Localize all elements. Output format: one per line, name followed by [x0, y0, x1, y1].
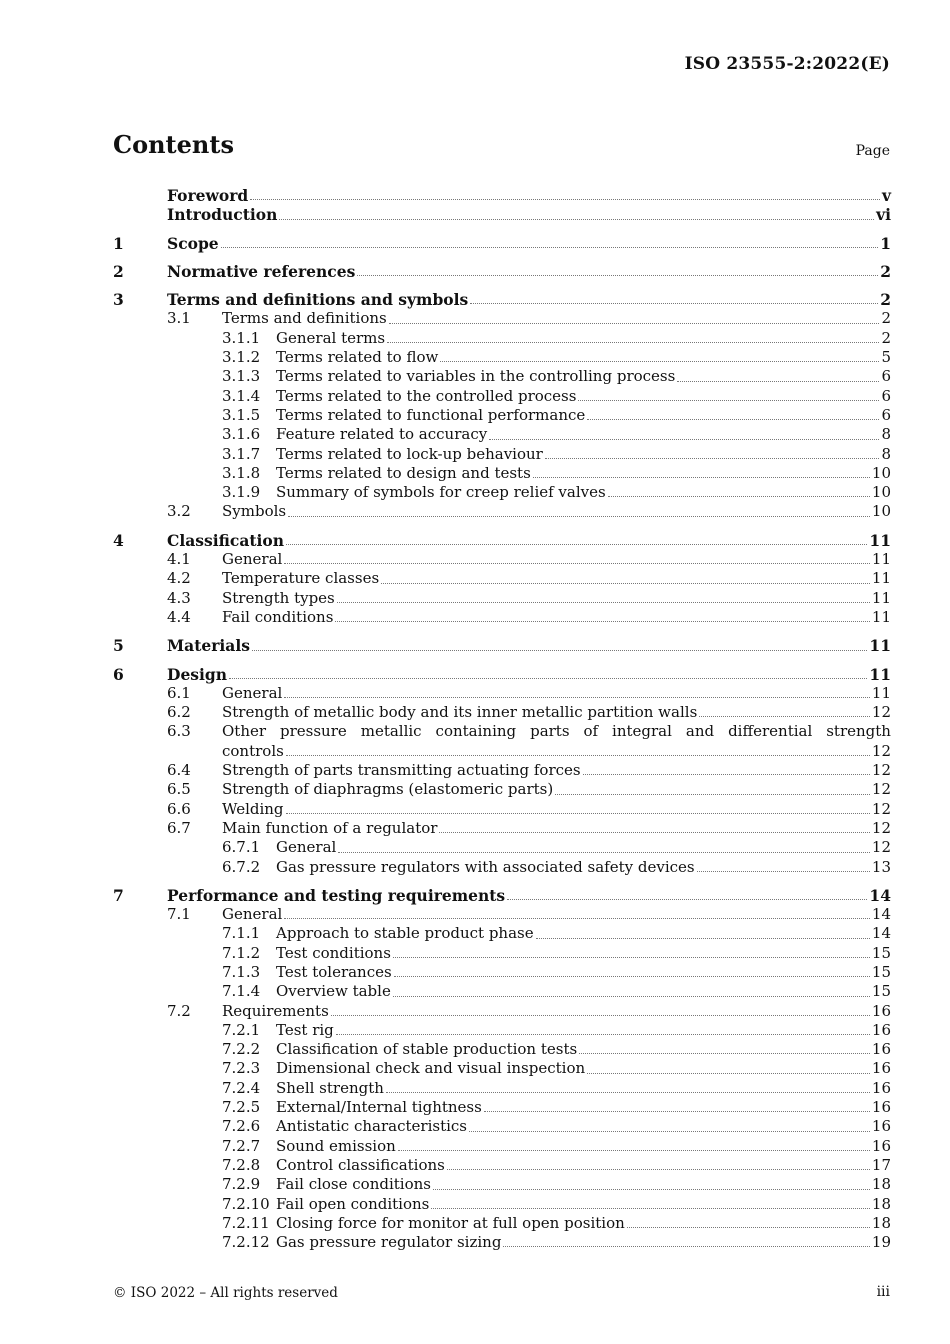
toc-entry[interactable] — [113, 800, 891, 819]
toc-entry-title: Terms related to flow — [276, 348, 439, 367]
toc-entry-page: 12 — [871, 741, 891, 760]
toc-entry[interactable] — [113, 367, 891, 386]
toc-entry[interactable] — [113, 1214, 891, 1233]
toc-entry-number: 7 — [113, 885, 124, 905]
toc-entry-page: 6 — [881, 386, 891, 405]
toc-entry-title: Summary of symbols for creep relief valves — [276, 483, 606, 502]
toc-entry-title-continued: controls — [222, 741, 284, 760]
toc-entry-title: Other pressure metallic containing parts of integral and differential strength — [222, 722, 891, 741]
toc-entry-title: Closing force for monitor at full open position — [276, 1213, 625, 1232]
toc-entry-title: Introduction — [167, 205, 278, 225]
dot-leader — [536, 937, 870, 939]
toc-entry-title: Symbols — [222, 502, 287, 521]
toc-entry-title: Strength types — [222, 588, 335, 607]
toc-entry-number: 6.6 — [167, 799, 191, 818]
toc-entry[interactable] — [113, 636, 891, 655]
dot-leader — [331, 1014, 870, 1016]
toc-entry-page: 16 — [871, 1136, 891, 1155]
toc-entry[interactable] — [113, 924, 891, 943]
toc-entry-number: 3.1.2 — [222, 348, 261, 367]
toc-entry-title: Sound emission — [276, 1136, 396, 1155]
toc-entry-number: 4.2 — [167, 569, 191, 588]
dot-leader — [288, 515, 870, 517]
toc-entry-page: 12 — [871, 818, 891, 837]
toc-entry-number: 3.1.4 — [222, 386, 261, 405]
dot-leader — [357, 274, 878, 276]
toc-entry-title: Main function of a regulator — [222, 818, 438, 837]
toc-entry-number: 7.2.9 — [222, 1175, 261, 1194]
toc-entry-title: General — [222, 905, 283, 924]
toc-entry-title: Strength of metallic body and its inner metallic partition walls — [222, 703, 698, 722]
toc-entry[interactable] — [113, 905, 891, 924]
toc-entry-title: Test tolerances — [276, 962, 392, 981]
toc-entry-number: 6.3 — [167, 722, 191, 741]
toc-entry-number: 3.1 — [167, 309, 191, 328]
toc-entry-number: 7.2.6 — [222, 1117, 261, 1136]
dot-leader — [433, 1188, 870, 1190]
toc-entry[interactable] — [113, 387, 891, 406]
toc-entry-title: Feature related to accuracy — [276, 425, 488, 444]
toc-entry[interactable] — [113, 1156, 891, 1175]
toc-entry[interactable] — [113, 309, 891, 328]
toc-entry-number: 7.2.1 — [222, 1020, 261, 1039]
toc-entry-title: Terms related to variables in the controlling process — [276, 367, 676, 386]
toc-entry-number: 6.4 — [167, 761, 191, 780]
toc-entry-page: 14 — [871, 924, 891, 943]
toc-entry-page: 12 — [871, 780, 891, 799]
dot-leader — [337, 601, 870, 603]
toc-entry-title: Terms related to functional performance — [276, 405, 586, 424]
toc-entry-title: Design — [167, 664, 228, 684]
toc-entry-page: 18 — [871, 1175, 891, 1194]
dot-leader — [489, 438, 879, 440]
toc-entry-page: 5 — [881, 348, 891, 367]
page-number: iii — [876, 1284, 890, 1300]
standard-id: ISO 23555-2:2022(E) — [684, 54, 890, 74]
toc-entry-title: Classification — [167, 530, 285, 550]
dot-leader — [336, 1033, 870, 1035]
toc-entry[interactable] — [113, 1040, 891, 1059]
toc-entry[interactable] — [113, 761, 891, 780]
toc-entry[interactable] — [113, 780, 891, 799]
toc-entry-title: Terms related to the controlled process — [276, 386, 577, 405]
toc-entry[interactable] — [113, 858, 891, 877]
toc-entry[interactable] — [113, 1117, 891, 1136]
dot-leader — [284, 562, 870, 564]
copyright-notice: © ISO 2022 – All rights reserved — [113, 1285, 338, 1301]
toc-entry-page: 11 — [871, 588, 891, 607]
toc-entry-number: 4.3 — [167, 588, 191, 607]
toc-entry-page: 16 — [871, 1001, 891, 1020]
toc-entry[interactable] — [113, 1021, 891, 1040]
toc-entry[interactable] — [113, 531, 891, 550]
toc-entry-title: Terms and definitions and symbols — [167, 290, 469, 310]
dot-leader — [284, 696, 870, 698]
toc-entry-page: 12 — [871, 838, 891, 857]
toc-entry-page: vi — [876, 205, 891, 225]
toc-entry-title: Foreword — [167, 186, 249, 205]
toc-entry-number: 7.2 — [167, 1001, 191, 1020]
page-title: Contents — [113, 130, 234, 159]
toc-entry[interactable] — [113, 348, 891, 367]
toc-entry-title: Scope — [167, 233, 219, 253]
dot-leader — [250, 198, 880, 200]
toc-entry-number: 3.1.9 — [222, 483, 261, 502]
toc-entry-page: 11 — [871, 607, 891, 626]
dot-leader — [389, 322, 880, 324]
toc-entry-page: 10 — [871, 502, 891, 521]
toc-entry[interactable] — [113, 262, 891, 281]
toc-entry-title: Gas pressure regulators with associated safety devices — [276, 857, 695, 876]
toc-entry[interactable] — [113, 425, 891, 444]
dot-leader — [699, 715, 870, 717]
toc-entry-title: Control classifications — [276, 1155, 445, 1174]
toc-entry-number: 3.1.3 — [222, 367, 261, 386]
toc-entry[interactable] — [113, 886, 891, 905]
toc-entry-page: 10 — [871, 463, 891, 482]
dot-leader — [587, 418, 879, 420]
toc-entry-number: 3.1.8 — [222, 463, 261, 482]
dot-leader — [286, 754, 870, 756]
toc-entry-title: Fail open conditions — [276, 1194, 430, 1213]
toc-entry-title: Dimensional check and visual inspection — [276, 1059, 586, 1078]
toc-entry-number: 6.7.1 — [222, 838, 261, 857]
table-of-contents — [113, 186, 891, 1252]
toc-entry-page: 8 — [881, 444, 891, 463]
dot-leader — [440, 360, 879, 362]
dot-leader — [386, 1091, 870, 1093]
dot-leader — [608, 495, 870, 497]
toc-entry-page: 11 — [869, 530, 891, 550]
dot-leader — [697, 870, 870, 872]
toc-entry-page: 8 — [881, 425, 891, 444]
toc-entry-page: 12 — [871, 761, 891, 780]
dot-leader — [469, 1130, 870, 1132]
toc-entry[interactable] — [113, 290, 891, 309]
dot-leader — [381, 582, 870, 584]
toc-entry[interactable] — [113, 205, 891, 224]
toc-entry-number: 7.1 — [167, 905, 191, 924]
toc-entry[interactable] — [113, 608, 891, 627]
toc-entry-number: 4.4 — [167, 607, 191, 626]
toc-entry-number: 7.2.5 — [222, 1098, 261, 1117]
toc-entry-title: Antistatic characteristics — [276, 1117, 467, 1136]
dot-leader — [393, 995, 870, 997]
toc-entry-number: 7.2.8 — [222, 1155, 261, 1174]
toc-entry[interactable] — [113, 963, 891, 982]
toc-entry-page: 14 — [871, 905, 891, 924]
toc-entry[interactable] — [113, 550, 891, 569]
toc-entry[interactable] — [113, 1059, 891, 1078]
toc-entry-page: 15 — [871, 962, 891, 981]
toc-entry-number: 3.1.6 — [222, 425, 261, 444]
toc-entry-number: 6.7 — [167, 818, 191, 837]
toc-entry-page: 2 — [880, 261, 891, 281]
toc-entry-number: 6.2 — [167, 703, 191, 722]
toc-entry-number: 4.1 — [167, 550, 191, 569]
dot-leader — [431, 1207, 870, 1209]
dot-leader — [484, 1110, 870, 1112]
toc-entry-page: 11 — [869, 636, 891, 656]
toc-entry[interactable] — [113, 464, 891, 483]
toc-entry-page: 12 — [871, 703, 891, 722]
toc-entry-page: 18 — [871, 1213, 891, 1232]
dot-leader — [387, 341, 879, 343]
toc-entry[interactable] — [113, 982, 891, 1001]
toc-entry-title: External/Internal tightness — [276, 1098, 482, 1117]
toc-entry-title: Performance and testing requirements — [167, 885, 506, 905]
toc-entry[interactable] — [113, 186, 891, 205]
toc-entry-page: 16 — [871, 1117, 891, 1136]
toc-entry[interactable] — [113, 1137, 891, 1156]
toc-entry-page: 16 — [871, 1098, 891, 1117]
toc-entry[interactable] — [113, 483, 891, 502]
toc-entry-page: 16 — [871, 1059, 891, 1078]
dot-leader — [398, 1149, 870, 1151]
toc-entry-title: Terms and definitions — [222, 309, 387, 328]
dot-leader — [394, 975, 870, 977]
toc-entry-title: Temperature classes — [222, 569, 380, 588]
toc-entry-page: 16 — [871, 1020, 891, 1039]
dot-leader — [579, 1052, 870, 1054]
toc-entry-number: 6 — [113, 664, 124, 684]
toc-entry[interactable] — [113, 1002, 891, 1021]
toc-entry-number: 3 — [113, 290, 124, 310]
toc-entry[interactable] — [113, 1195, 891, 1214]
toc-entry-page: 15 — [871, 982, 891, 1001]
toc-entry-title: General — [222, 550, 283, 569]
toc-entry-page: 6 — [881, 405, 891, 424]
toc-entry-number: 7.2.12 — [222, 1233, 270, 1252]
toc-entry[interactable] — [113, 1079, 891, 1098]
toc-entry-page: 15 — [871, 943, 891, 962]
dot-leader — [279, 218, 874, 220]
toc-entry-page: 2 — [881, 309, 891, 328]
toc-entry-number: 5 — [113, 636, 124, 656]
toc-entry-page: 11 — [871, 569, 891, 588]
dot-leader — [578, 399, 879, 401]
toc-entry-page: 13 — [871, 857, 891, 876]
toc-entry-title: Overview table — [276, 982, 391, 1001]
toc-entry-number: 7.2.4 — [222, 1078, 261, 1097]
toc-entry-title: Approach to stable product phase — [276, 924, 534, 943]
toc-entry-number: 3.2 — [167, 502, 191, 521]
dot-leader — [545, 457, 880, 459]
toc-entry-page: 12 — [871, 799, 891, 818]
toc-entry[interactable] — [113, 819, 891, 838]
toc-entry-page: 11 — [871, 550, 891, 569]
toc-entry-page: v — [881, 186, 891, 205]
toc-entry-title: Materials — [167, 636, 250, 656]
toc-entry-page: 11 — [871, 683, 891, 702]
toc-entry-number: 2 — [113, 261, 124, 281]
toc-entry-page: 10 — [871, 483, 891, 502]
dot-leader — [284, 917, 870, 919]
toc-entry-title: Fail close conditions — [276, 1175, 431, 1194]
dot-leader — [587, 1072, 870, 1074]
dot-leader — [470, 302, 878, 304]
toc-entry[interactable] — [113, 406, 891, 425]
toc-entry-number: 7.1.2 — [222, 943, 261, 962]
toc-entry-title: Terms related to lock-up behaviour — [276, 444, 543, 463]
toc-entry[interactable] — [113, 502, 891, 521]
toc-entry-title: Strength of diaphragms (elastomeric parts) — [222, 780, 554, 799]
toc-entry[interactable] — [113, 665, 891, 684]
toc-entry-title: General — [276, 838, 337, 857]
toc-entry-title: Welding — [222, 799, 284, 818]
toc-entry-number: 7.2.3 — [222, 1059, 261, 1078]
toc-entry[interactable] — [113, 838, 891, 857]
toc-entry[interactable] — [113, 569, 891, 588]
dot-leader — [555, 793, 870, 795]
dot-leader — [221, 246, 879, 248]
dot-leader — [335, 620, 870, 622]
toc-entry-number: 1 — [113, 233, 124, 253]
toc-entry[interactable] — [113, 1233, 891, 1252]
toc-entry-title: Classification of stable production tests — [276, 1040, 578, 1059]
toc-entry[interactable] — [113, 589, 891, 608]
dot-leader — [229, 677, 867, 679]
toc-entry-title: Test conditions — [276, 943, 391, 962]
toc-entry-title: Terms related to design and tests — [276, 463, 531, 482]
toc-entry-number: 6.7.2 — [222, 857, 261, 876]
dot-leader — [338, 851, 870, 853]
toc-entry-title: Fail conditions — [222, 607, 334, 626]
toc-entry-page: 6 — [881, 367, 891, 386]
page-column-label: Page — [855, 143, 890, 159]
toc-entry[interactable] — [113, 1098, 891, 1117]
toc-entry-title: General terms — [276, 328, 386, 347]
toc-entry[interactable] — [113, 234, 891, 253]
toc-entry-page: 1 — [880, 233, 891, 253]
toc-entry[interactable] — [113, 703, 891, 722]
dot-leader — [503, 1245, 869, 1247]
toc-entry[interactable] — [113, 329, 891, 348]
toc-entry-title: General — [222, 683, 283, 702]
toc-entry-title: Test rig — [276, 1020, 334, 1039]
toc-entry-number: 3.1.1 — [222, 328, 261, 347]
toc-entry-number: 6.1 — [167, 683, 191, 702]
dot-leader — [507, 898, 867, 900]
toc-entry-page: 2 — [880, 290, 891, 310]
toc-entry-title: Requirements — [222, 1001, 329, 1020]
toc-entry-number: 7.1.1 — [222, 924, 261, 943]
dot-leader — [286, 543, 867, 545]
dot-leader — [677, 380, 879, 382]
toc-entry-title: Strength of parts transmitting actuating forces — [222, 761, 581, 780]
toc-entry-page: 16 — [871, 1040, 891, 1059]
toc-entry-page: 2 — [881, 328, 891, 347]
dot-leader — [447, 1168, 870, 1170]
toc-entry-title: Shell strength — [276, 1078, 384, 1097]
toc-entry[interactable] — [113, 722, 891, 741]
toc-entry[interactable] — [113, 1175, 891, 1194]
toc-entry-number: 7.2.11 — [222, 1213, 270, 1232]
toc-entry-number: 7.2.2 — [222, 1040, 261, 1059]
toc-entry-page: 19 — [871, 1233, 891, 1252]
dot-leader — [627, 1226, 870, 1228]
dot-leader — [286, 812, 870, 814]
dot-leader — [439, 831, 869, 833]
toc-entry-number: 4 — [113, 530, 124, 550]
toc-entry-title: Gas pressure regulator sizing — [276, 1233, 502, 1252]
toc-entry[interactable] — [113, 944, 891, 963]
dot-leader — [533, 476, 870, 478]
toc-entry-number: 7.1.3 — [222, 962, 261, 981]
toc-entry-number: 7.2.7 — [222, 1136, 261, 1155]
toc-entry-number: 3.1.5 — [222, 405, 261, 424]
toc-entry-number: 6.5 — [167, 780, 191, 799]
toc-entry-page: 14 — [869, 885, 891, 905]
dot-leader — [252, 649, 867, 651]
dot-leader — [393, 956, 870, 958]
toc-entry-page: 11 — [869, 664, 891, 684]
toc-entry-number: 3.1.7 — [222, 444, 261, 463]
toc-entry[interactable] — [113, 684, 891, 703]
toc-entry-page: 17 — [871, 1155, 891, 1174]
dot-leader — [583, 773, 870, 775]
toc-entry-title: Normative references — [167, 261, 356, 281]
toc-entry-number: 7.2.10 — [222, 1194, 270, 1213]
toc-entry-page: 18 — [871, 1194, 891, 1213]
toc-entry-page: 16 — [871, 1078, 891, 1097]
toc-entry-continuation[interactable] — [113, 742, 891, 761]
toc-entry[interactable] — [113, 445, 891, 464]
toc-entry-number: 7.1.4 — [222, 982, 261, 1001]
